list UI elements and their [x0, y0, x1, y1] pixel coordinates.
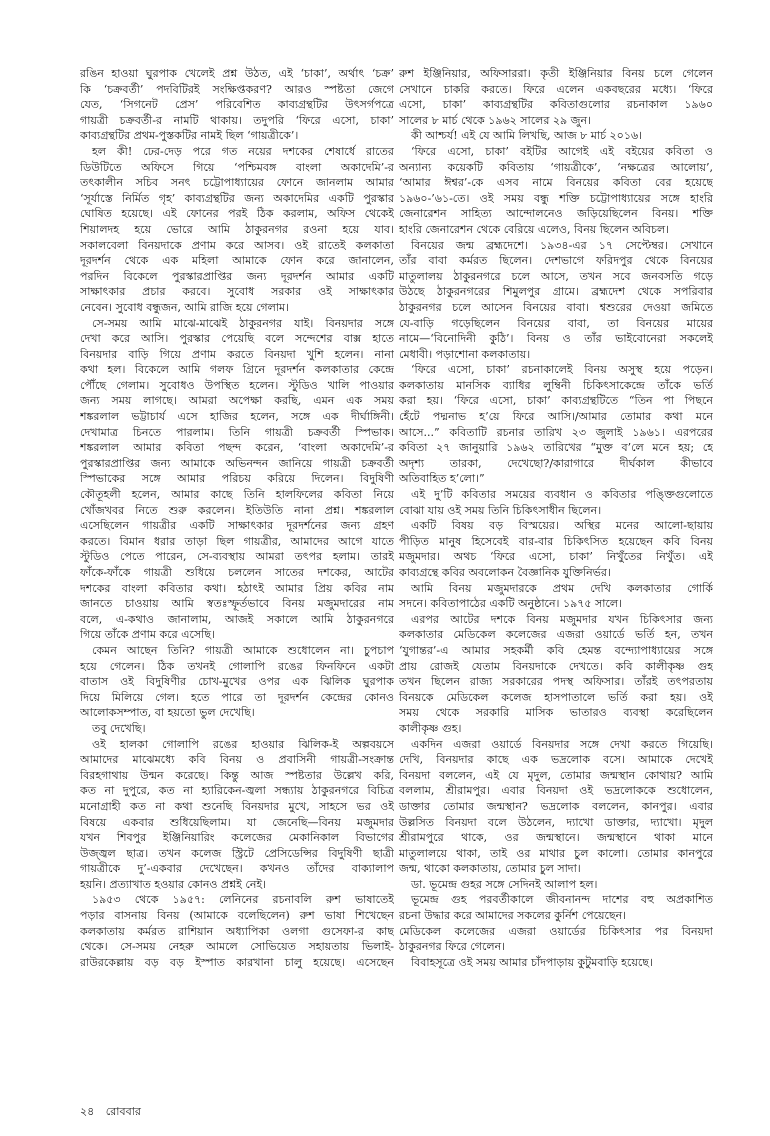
text-line: নেবেন। সুবোধ বন্ধুজন, আমি রাজি হয়ে গেলাম। [80, 300, 290, 314]
text-line: মাতুলালয় ঠাকুরনগরে চলে আসে, তখন সবে জনবসতি গড়ে [399, 269, 713, 283]
text-line: পরদিন বিকেলে পুরস্কারপ্রাপ্তির জন্য দূরদর্শন আমার একটি [80, 269, 394, 283]
magazine-name: রোববার [105, 1105, 141, 1118]
text-line: রুশ ইঞ্জিনিয়ার, অফিসাররা। কৃতী ইঞ্জিনিয়ার বিনয় চলে গেলেন [399, 67, 713, 80]
text-line: বিনয়দা বললেন, এই যে মৃদুল, তোমার জন্মস্থান কোথায়? আমি [399, 768, 713, 782]
text-line: জন্য সময় লাগছে। আমরা অপেক্ষা করছি, এমন এক সময় [80, 394, 394, 408]
text-line: ঠাকুরনগর চলে আসেন বিনয়ের বাবা। শ্বশুরের দেওয়া জমিতে [399, 300, 713, 314]
text-line: এসেছিলেন গায়ত্রীর একটি সাক্ষাৎকার দূরদর্শনের জন্য গ্রহণ [80, 519, 394, 533]
text-line: মজুমদার। অথচ ‘ফিরে এসো, চাকা’ নিখুঁতের নিখুঁত। এই [399, 550, 713, 564]
left-text-column [80, 66, 394, 1102]
text-line: একটি বিষয় বড় বিস্ময়ের। অস্থির মনের আলো-ছায়ায় [411, 519, 713, 533]
text-line: মনোগ্রাহী কত না কথা শুনেছি বিনয়দার মুখে, সাহসে ভর ওই [80, 799, 394, 813]
text-line: পুরস্কারপ্রাপ্তির জন্য আমাকে অভিনন্দন জানিয়ে গায়ত্রী চক্রবর্তী [80, 456, 394, 470]
text-line: হাংরি জেনারেশন থেকে বেরিয়ে এলেও, বিনয় ছিলেন অবিচল। [399, 222, 670, 236]
text-line: একদিন এজরা ওয়ার্ডে বিনয়দার সঙ্গে দেখা করতে গিয়েছি। [411, 737, 713, 751]
text-line: থেকে। সে-সময় নেহরু আমলে সোভিয়েত সহায়তায় ভিলাই- [80, 940, 394, 954]
text-line: সাক্ষাৎকার প্রচার করবে। সুবোধ সরকার ওই সাক্ষাৎকার [80, 285, 394, 299]
text-line: রাউরকেল্লায় বড় বড় ইস্পাত কারখানা চালু হয়েছে। এসেছেন [80, 955, 394, 969]
text-line: ‘ফিরে এসো, চাকা’ রচনাকালেই বিনয় অসুস্থ হয়ে পড়েন। [411, 363, 713, 377]
text-line: বাতাস ওই বিদুষিণীর চোখ-মুখের ওপর এক ঝিলিক ঘুরপাক [80, 675, 394, 689]
text-line: আলোকসম্পাত, বা হয়তো ভুল দেখেছি। [80, 706, 255, 720]
text-line: স্টুডিও পেতে পারেন, সে-ব্যবস্থায় আমরা তৎপর হলাম। তারই [80, 550, 394, 564]
text-line: গায়ত্রীকে দু’-একবার দেখেছেন। কখনও তাঁদের বাক্যালাপ [80, 862, 394, 876]
text-line: কবিতা ২৭ জানুয়ারি ১৯৬২ তারিখের “মুক্ত ব’লে মনে হয়; হে [399, 441, 713, 455]
text-line: কলকাতায় কর্মরত রাশিয়ান অধ্যাপিকা ওলগা গুসেফা-র কাছ [80, 924, 394, 938]
text-line: তবু দেখেছি। [92, 721, 146, 735]
text-line: সদনে। কবিতাপাঠের একটি অনুষ্ঠানে। ১৯৭৫ সালে। [399, 597, 623, 611]
text-line: তাঁর বাবা কর্মরত ছিলেন। দেশভাগে ফরিদপুর থেকে বিনয়ের [399, 254, 713, 268]
text-line: সালের ৮ মার্চ থেকে ১৯৬২ সালের ২৯ জুন। [399, 113, 592, 127]
text-line: মেধাবী। পড়াশোনা কলকাতায়। [399, 347, 531, 361]
text-line: শিয়ালদহ হয়ে ভোরে আমি ঠাকুরনগর রওনা হয়ে যাব। [80, 222, 394, 236]
text-line: এরপর আটের দশকে বিনয় মজুমদার যখন চিকিৎসার জন্য [411, 612, 713, 626]
text-line: ঘোষিত হয়েছে। এই ফোনের পরই ঠিক করলাম, অফিস থেকেই [80, 207, 394, 221]
text-line: ‘আমার ঈশ্বর’-কে এসব নামে বিনয়ের কবিতা বের হয়েছে [399, 176, 713, 190]
text-line: কী আশ্চর্য! এই যে আমি লিখছি, আজ ৮ মার্চ ২০১৬। [411, 129, 643, 143]
text-line: দেখি, বিনয়দার কাছে এক ভদ্রলোক বসে। আমাকে দেখেই [399, 753, 713, 767]
text-line: দেখা করে আসি। পুরস্কার পেয়েছি বলে সন্দেশের বাক্স হাতে [80, 332, 394, 346]
text-line: বোঝা যায় ওই সময় তিনি চিকিৎসাধীন ছিলেন। [399, 503, 602, 517]
text-line: উল্লসিত বিনয়দা বলে উঠলেন, দ্যাখো ডাক্তার, দ্যাখো। মৃদুল [399, 815, 713, 829]
text-line: হয়নি। প্রত্যাখাত হওয়ার কোনও প্রশ্নই নেই। [80, 877, 267, 891]
text-line: নামে—‘বিনোদিনী কুঠি’। বিনয় ও তাঁর ভাইবোনেরা সকলেই [399, 332, 713, 346]
text-line: শঙ্করলাল ভট্টাচার্য এসে হাজির হলেন, সঙ্গে এক দীর্ঘাঙ্গিনী। [80, 410, 394, 424]
text-line: কালীকৃষ্ণ গুহ। [399, 721, 462, 735]
text-line: কথা হল। বিকেলে আমি গলফ গ্রিনে দূরদর্শন কলকাতার কেন্দ্রে [80, 363, 394, 377]
text-line: শঙ্করলাল আমার কবিতা পছন্দ করেন, ‘বাংলা অকাদেমি’-র [80, 441, 394, 455]
text-line: রঙিন হাওয়া ঘুরপাক খেলেই প্রশ্ন উঠত, এই ‘চাকা’, অর্থাৎ ‘চক্র’ [80, 67, 394, 80]
text-line: ওই হালকা গোলাপি রঙের হাওয়ার ঝিলিক-ই অল্পবয়সে [92, 737, 394, 751]
text-line: বিষয়ে একবার শুধিয়েছিলাম। যা জেনেছি—বিনয় মজুমদার [80, 815, 394, 829]
text-line: গিয়ে তাঁকে প্রণাম করে এসেছি। [80, 628, 215, 642]
text-line: ডিউটিতে অফিসে গিয়ে ‘পশ্চিমবঙ্গ বাংলা অকাদেমি’-র [80, 160, 394, 174]
page-number: ২৪ [80, 1105, 95, 1118]
text-line: দূরদর্শন থেকে এক মহিলা আমাকে ফোন করে জানালেন, [80, 254, 394, 268]
text-line: দেখামাত্র চিনতে পারলাম। তিনি গায়ত্রী চক্রবর্তী স্পিভাক। [80, 425, 394, 439]
text-line: ‘যুগান্তর’-এ আমার সহকর্মী কবি হেমন্ত বন্দ্যোপাধ্যায়ের সঙ্গে [399, 643, 713, 657]
text-line: ফাঁকে-ফাঁকে গায়ত্রী শুধিয়ে চললেন সাতের দশকের, আটের [80, 566, 394, 579]
text-line: ‘ফিরে এসো, চাকা’ বইটির আগেই এই বইয়ের কবিতা ও [411, 144, 713, 158]
text-line: পৌঁছে গেলাম। সুবোধও উপস্থিত হলেন। স্টুডিও খালি পাওয়ার [80, 378, 394, 392]
text-line: রচনা উদ্ধার করে আমাদের সকলের কুর্নিশ পেয়েছেন। [399, 909, 627, 923]
text-line: কৌতূহলী হলেন, আমার কাছে তিনি হালফিলের কবিতা নিয়ে [80, 488, 394, 502]
text-line: ডাক্তার তোমার জন্মস্থান? ভদ্রলোক বললেন, কানপুর। এবার [399, 799, 713, 813]
text-line: যখন শিবপুর ইঞ্জিনিয়ারিং কলেজের মেকানিকাল বিভাগের [80, 831, 394, 845]
text-line: প্রায় রোজই যেতাম বিনয়দাকে দেখতে। কবি কালীকৃষ্ণ গুহ [399, 659, 713, 673]
text-line: বিরহগাথায় উন্মন করেছে। কিন্তু আজ স্পষ্টতার উল্লেখ করি, [80, 768, 394, 782]
text-line: বলে, এ-কথাও জানালাম, আজই সকালে আমি ঠাকুরনগরে [80, 612, 394, 626]
text-line: পীড়িত মানুষ হিসেবেই বার-বার চিকিৎসিত হয়েছেন কবি বিনয় [399, 534, 713, 548]
text-line: মাতুলালয়ে থাকা, তাই ওর মাথার চুল কালো। তোমার কানপুরে [399, 846, 713, 860]
right-text-column [399, 66, 713, 1102]
text-line: উঠছে ঠাকুরনগরের শিমুলপুর গ্রামে। ব্রহ্মদেশ থেকে সপরিবার [399, 285, 713, 299]
text-line: সময় থেকে সরকারি মাসিক ভাতারও ব্যবস্থা করেছিলেন [399, 706, 713, 720]
text-line: সেখানে চাকরি করতে। ফিরে এলেন একবছরের মধ্যে। ‘ফিরে [399, 82, 713, 96]
text-line: যেত, ‘সিগনেট প্রেস’ পরিবেশিত কাব্যগ্রন্থটির উৎসর্গপত্রে [80, 98, 394, 112]
text-line: জেনারেশন সাহিত্য আন্দোলনেও জড়িয়েছিলেন বিনয়। শক্তি [399, 207, 713, 221]
text-line: সকালবেলা বিনয়দাকে প্রণাম করে আসব। ওই রাতেই কলকাতা [80, 238, 394, 252]
text-line: কাব্যগ্রন্থে কবির অবলোকন বৈজ্ঞানিক যুক্তিনির্ভর। [399, 566, 611, 579]
text-line: তখন ছিলেন রাজ্য সরকারের পদস্থ অফিসার। তাঁরই তৎপরতায় [399, 675, 713, 689]
text-line: গায়ত্রী চক্রবর্তী-র নামটি থাকায়। তদুপরি ‘ফিরে এসো, চাকা’ [80, 113, 394, 127]
text-line: হয়ে গেলেন। ঠিক তখনই গোলাপি রঙের ফিনফিনে একটা [80, 659, 394, 673]
text-line: মেডিকেল কলেজের এজরা ওয়ার্ডের চিকিৎসার পর বিনয়দা [399, 924, 713, 938]
text-line: দিয়ে মিলিয়ে গেল। হতে পারে তা দূরদর্শন কেন্দ্রের কোনও [80, 690, 394, 704]
text-line: করতে। বিমান ধরার তাড়া ছিল গায়ত্রীর, আমাদের আগে যাতে [80, 534, 394, 548]
text-line: ‘সূর্যাস্তে নির্মিত গৃহ’ কাব্যগ্রন্থটির জন্য অকাদেমির একটি পুরস্কার [80, 191, 394, 205]
text-line: হেঁটে পদ্মনাভ হ’য়ে ফিরে আসি।/আমার তোমার কথা মনে [399, 410, 713, 424]
text-line: স্পিভাকের সঙ্গে আমার পরিচয় করিয়ে দিলেন। বিদুষিণী [80, 472, 394, 486]
text-line: পড়ার বাসনায় বিনয় (আমাকে বলেছিলেন) রুশ ভাষা শিখেছেন [80, 909, 394, 923]
text-line: অন্যান্য কয়েকটি কবিতায় ‘গায়ত্রীকে’, ‘নক্ষত্রের আলোয়’, [399, 160, 713, 174]
text-line: খোঁজখবর নিতে শুরু করলেন। ইতিউতি নানা প্রশ্ন। শঙ্করলাল [80, 503, 394, 517]
text-line: আমাদের মাঝেমধ্যে কবি বিনয় ও প্রবাসিনী গায়ত্রী-সংক্রান্ত [80, 753, 394, 767]
text-line: দশকের বাংলা কবিতার কথা। হঠাৎই আমার প্রিয় কবির নাম [80, 581, 394, 595]
text-line: বললাম, শ্রীরামপুর। এবার বিনয়দা ওই ভদ্রলোককে শুধোলেন, [399, 784, 713, 798]
text-line: অতিবাহিত হ’লো।” [399, 472, 485, 486]
text-line: অদৃশ্য তারকা, দেখেছো?/কারাগারে দীর্ঘকাল কীভাবে [399, 456, 713, 470]
text-line: এই দু’টি কবিতার সময়ের ব্যবধান ও কবিতার পঙ্ক্তিগুলোতে [411, 488, 713, 502]
text-line: হল কী! ঢের-দেড় পরে গত নয়ের দশকের শেষার্ধে রাতের [92, 144, 394, 158]
text-line: ১৯৫৩ থেকে ১৯৫৭: লেনিনের রচনাবলি রুশ ভাষাতেই [92, 893, 394, 907]
text-line: কাব্যগ্রন্থটির প্রথম-পুস্তকটির নামই ছিল ‘গায়ত্রীকে’। [80, 129, 299, 143]
text-line: উজ্জ্বল ছাত্র। তখন কলেজ স্ট্রিটে প্রেসিডেন্সির বিদুষিণী ছাত্রী [80, 846, 394, 860]
page-footer [80, 1105, 141, 1119]
text-line: ঠাকুরনগর ফিরে গেলেন। [399, 940, 506, 954]
text-line: তৎকালীন সচিব সনৎ চট্টোপাধ্যায়ের ফোনে জানলাম আমার [80, 176, 394, 190]
text-line: করা হয়। ‘ফিরে এসো, চাকা’ কাব্যগ্রন্থটিতে “তিন পা পিছনে [399, 394, 713, 408]
text-line: কলকাতার মেডিকেল কলেজের এজরা ওয়ার্ডে ভর্তি হন, তখন [399, 628, 713, 642]
text-line: শ্রীরামপুরে থাকে, ওর জন্মস্থানে। জন্মস্থানে থাকা মানে [399, 831, 713, 845]
text-line: জন্ম, থাকো কলকাতায়, তোমার চুল সাদা। [399, 862, 581, 876]
text-line: কলকাতায় মানসিক ব্যাধির লুম্বিনী চিকিৎসাকেন্দ্রে তাঁকে ভর্তি [399, 378, 713, 392]
text-line: কেমন আছেন তিনি? গায়ত্রী আমাকে শুধোলেন না। চুপচাপ [92, 643, 394, 657]
text-line: সে-সময় আমি মাঝে-মাঝেই ঠাকুরনগর যাই। বিনয়দার সঙ্গে [92, 316, 394, 330]
text-line: আমি বিনয় মজুমদারকে প্রথম দেখি কলকাতার গোর্কি [411, 581, 713, 595]
text-line: যে-বাড়ি গড়েছিলেন বিনয়ের বাবা, তা বিনয়ের মায়ের [399, 316, 713, 330]
text-line: বিনয়কে মেডিকেল কলেজ হাসপাতালে ভর্তি করা হয়। ওই [399, 690, 713, 704]
text-line: ১৯৬০-’৬১-তে। ওই সময় বন্ধু শক্তি চট্টোপাধ্যায়ের সঙ্গে হাংরি [399, 191, 713, 205]
text-line: এসো, চাকা’ কাব্যগ্রন্থটির কবিতাগুলোর রচনাকাল ১৯৬০ [399, 98, 713, 112]
text-line: জানতে চাওয়ায় আমি স্বতঃস্ফূর্তভাবে বিনয় মজুমদারের নাম [80, 597, 394, 611]
text-line: কি ‘চক্রবর্তী’ পদবিটিরই সংক্ষিপ্তকরণ? আরও স্পষ্টতা জেগে [80, 82, 394, 96]
text-line: বিনয়দার বাড়ি গিয়ে প্রণাম করতে বিনয়দা খুশি হলেন। নানা [80, 347, 394, 361]
text-line: বিবাহসূত্রে ওই সময় আমার চাঁদপাড়ায় কুটুমবাড়ি হয়েছে। [411, 955, 653, 969]
text-line: বিনয়ের জন্ম ব্রহ্মদেশে। ১৯৩৪-এর ১৭ সেপ্টেম্বর। সেখানে [411, 238, 713, 252]
text-line: আসে...” কবিতাটি রচনার তারিখ ২৩ জুলাই ১৯৬১। এরপরের [399, 425, 713, 439]
text-line: ভূমেন্দ্র গুহ পরবর্তীকালে জীবনানন্দ দাশের বহু অপ্রকাশিত [411, 893, 713, 907]
text-line: কত না দুপুরে, কত না হ্যারিকেন-জ্বলা সন্ধ্যায় ঠাকুরনগরে বিচিত্র [80, 784, 394, 798]
text-line: ডা. ভূমেন্দ্র গুহর সঙ্গে সেদিনই আলাপ হল। [411, 877, 598, 891]
